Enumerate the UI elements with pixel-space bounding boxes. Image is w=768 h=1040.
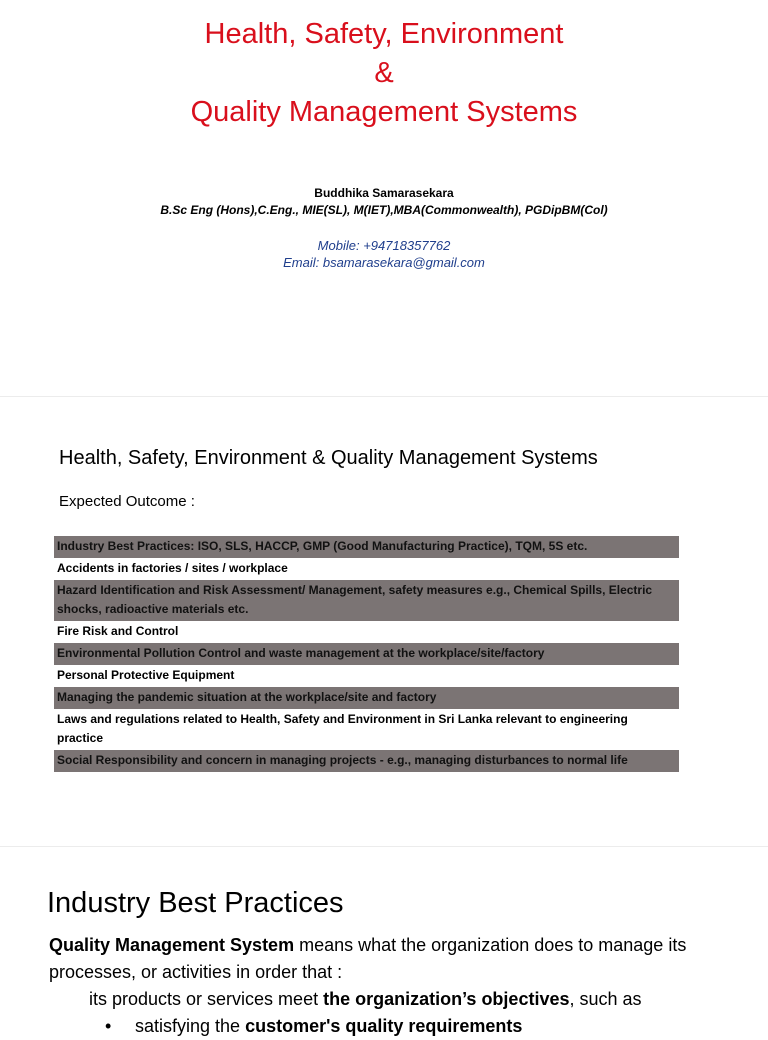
objectives-line	[49, 986, 729, 1013]
outcome-item: Environmental Pollution Control and waste management at the workplace/site/factory	[54, 643, 679, 665]
expected-outcome-label: Expected Outcome :	[59, 493, 195, 510]
title-line-1: Health, Safety, Environment	[204, 18, 564, 50]
slide-title: Health, Safety, Environment & Quality Management Systems	[59, 447, 598, 469]
outcome-item: Managing the pandemic situation at the workplace/site and factory	[54, 687, 679, 709]
qms-definition	[49, 932, 729, 986]
outcome-item: Personal Protective Equipment	[54, 665, 679, 687]
objectives-bold: the organization’s objectives	[323, 989, 570, 1009]
author-name: Buddhika Samarasekara	[314, 186, 454, 200]
outcome-item: Accidents in factories / sites / workplace	[54, 558, 679, 580]
qms-definition-text: means what the organization does to manage its processes, or activities in order that :	[49, 935, 687, 982]
title-slide	[0, 0, 768, 396]
main-title	[0, 0, 768, 132]
bullet-item	[49, 1013, 729, 1040]
contact-block	[0, 237, 768, 271]
bullet-pre: satisfying the	[135, 1016, 246, 1036]
mobile-number: Mobile: +94718357762	[317, 238, 451, 253]
outcome-item: Hazard Identification and Risk Assessment/ Management, safety measures e.g., Chemical Spills, Electric shocks, radioactive materials etc.	[54, 580, 679, 621]
best-practices-slide	[0, 846, 768, 1036]
section-title: Industry Best Practices	[47, 887, 344, 919]
outcome-item: Social Responsibility and concern in managing projects - e.g., managing disturbances to normal life	[54, 750, 679, 772]
email-address: Email: bsamarasekara@gmail.com	[283, 255, 485, 270]
objectives-pre: its products or services meet	[89, 989, 324, 1009]
title-line-3: Quality Management Systems	[190, 96, 578, 128]
author-credentials: B.Sc Eng (Hons),C.Eng., MIE(SL), M(IET),MBA(Commonwealth), PGDipBM(Col)	[160, 203, 608, 217]
title-line-2: &	[374, 57, 394, 89]
bullet-bold: customer's quality requirements	[245, 1016, 523, 1036]
outcome-item: Fire Risk and Control	[54, 621, 679, 643]
author-block	[0, 185, 768, 219]
objectives-post: , such as	[569, 989, 642, 1009]
outcome-item: Industry Best Practices: ISO, SLS, HACCP, GMP (Good Manufacturing Practice), TQM, 5S etc.	[54, 536, 679, 558]
outcome-item: Laws and regulations related to Health, Safety and Environment in Sri Lanka relevant to engineering practice	[54, 709, 679, 750]
qms-term: Quality Management System	[49, 935, 295, 955]
bullet-icon: •	[105, 1016, 112, 1036]
outcomes-slide	[0, 396, 768, 845]
outcomes-list	[54, 536, 679, 772]
